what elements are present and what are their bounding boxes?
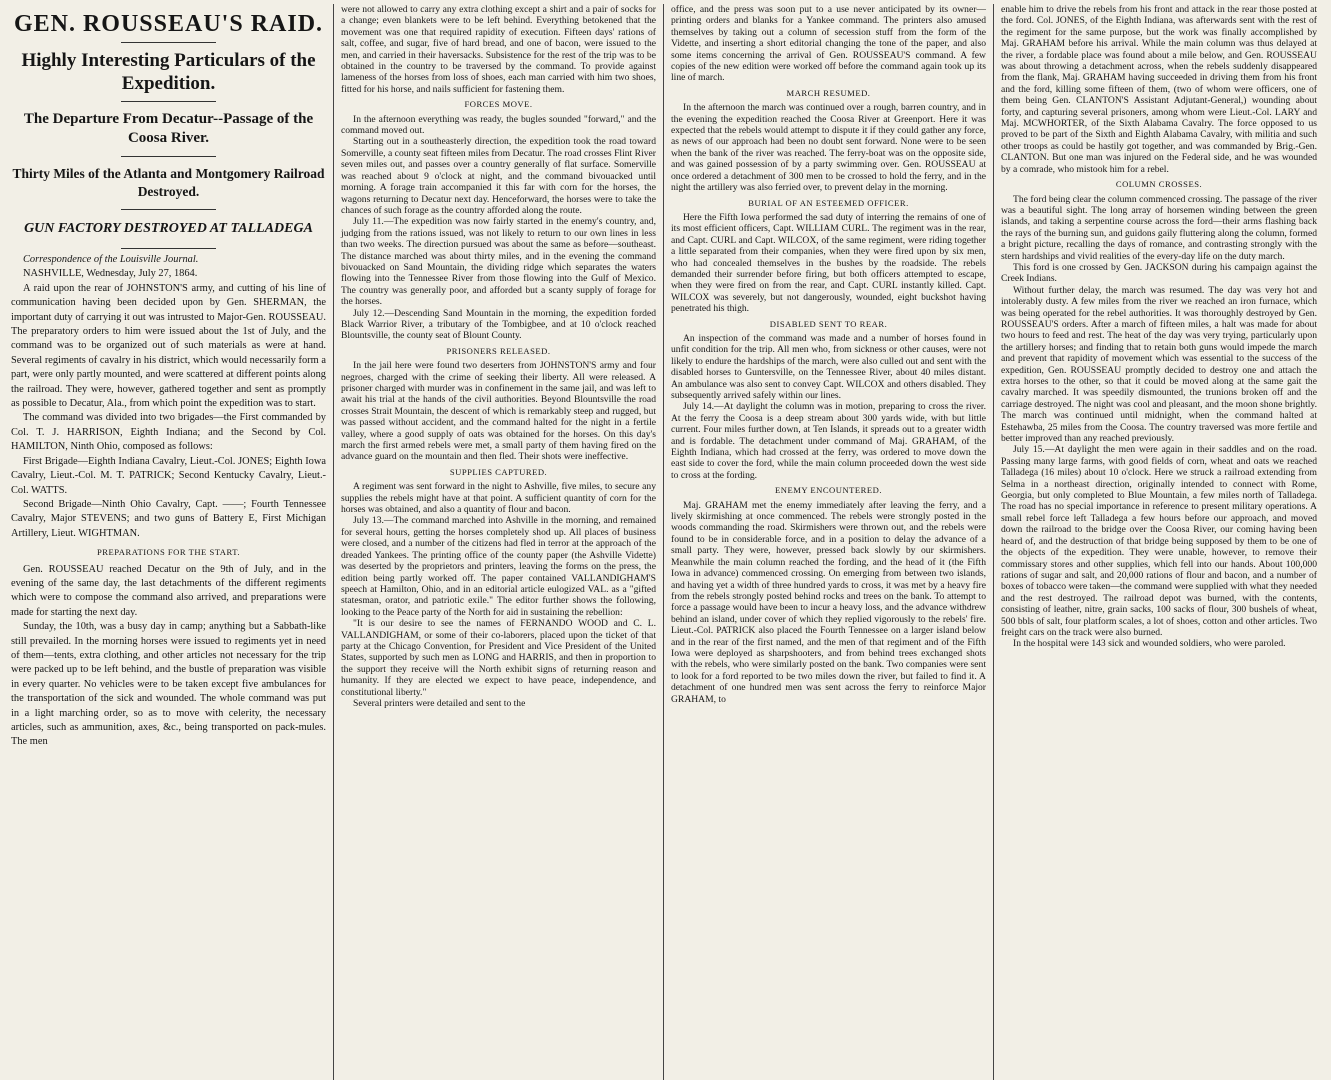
subheadline-1: Highly Interesting Particulars of the Expedition. (21, 50, 316, 94)
divider (121, 209, 216, 210)
main-headline: GEN. ROUSSEAU'S RAID. (13, 11, 324, 37)
dateline: NASHVILLE, Wednesday, July 27, 1864. (23, 268, 198, 280)
column-body (671, 4, 986, 705)
divider (121, 101, 216, 102)
section-heading: MARCH RESUMED. (786, 87, 871, 98)
byline-source: Correspondence of the Louisville Journal. (23, 254, 199, 265)
section-heading: PRISONERS RELEASED. (446, 345, 551, 356)
article-paragraph: Maj. GRAHAM met the enemy immediately after leaving the ferry, and a lively skirmishing at once commenced. The rebels were strongly posted in the woods commanding the road. Skirmishers were thrown out, and the rebels were found to be in considerable force, and in a position to delay the advance of a small party. They were, however, pressed back slowly by our skirmishers. Meanwhile the main column reached the fording, and the head of it (the Fifth Iowa in advance) commenced crossing. On emerging from between two islands, and having yet a width of three hundred yards to cross, it was met by a heavy fire from the rebels strongly posted behind rocks and trees on the bank. To attempt to force a passage would have been to incur a heavy loss, and the advance withdrew behind an island, under cover of which they replied vigorously to the rebels' fire. Lieut.-Col. PATRICK also placed the Fourth Tennessee on a larger island below and in the rear of the first named, and the men of that regiment and of the Fifth Iowa were deployed as sharpshooters, and from behind trees exchanged shots with the rebels, who were similarly posted on the bank. Two companies were sent to look for a ford reported to be two miles down the river, but failed to find it. A detachment of one hundred men was sent across the ferry to reinforce Major GRAHAM, to (671, 499, 986, 705)
article-paragraph: Sunday, the 10th, was a busy day in camp; anything but a Sabbath-like still prevailed. In the morning horses were issued to regiments yet in need of them—tents, extra clothing, and other articles not necessary for the trip were packed up to be left behind, and the bustle of preparation was visible in every quarter. No vehicles were to be taken except five ambulances for the transportation of the sick and wounded. The whole command was put in a light marching order, so as to move with celerity, the necessary articles, such as ammunition, axes, &c., being transported on pack-mules. The men (11, 621, 326, 748)
article-paragraph: First Brigade—Eighth Indiana Cavalry, Lieut.-Col. JONES; Eighth Iowa Cavalry, Lieut.-Col. M. T. PATRICK; Second Kentucky Cavalry, Lieut.-Col. WATTS. (11, 455, 326, 496)
section-heading: FORCES MOVE. (464, 99, 533, 110)
column-2 (334, 4, 664, 1080)
article-paragraph: enable him to drive the rebels from his front and attack in the rear those posted at the ford. Col. JONES, of the Eighth Indiana, was afterwards sent with the rest of the regiment for the same purpose, but the work was finally accomplished by Maj. GRAHAM before his arrival. While the main column was thus delayed at the river, a fordable place was found about a mile below, and Gen. ROUSSEAU was about throwing a detachment across, when the rebels suddenly disappeared from the flank, Maj. GRAHAM having succeeded in driving them from his front and the ford, killing some fifteen of them, (two of whom were officers, one of them being Gen. CLANTON'S Assistant Adjutant-General,) wounding about forty, and capturing several prisoners, among whom were Lieut.-Col. LARY and Maj. MCWHORTER, of the Sixth Alabama Cavalry. The force opposed to us proved to be part of the Sixth and Eighth Alabama Cavalry, with militia and such other troops as could be hastily got together, and was commanded by Brig.-Gen. CLANTON. But one man was injured on the Federal side, and he was wounded by a comrade, who mistook him for a rebel. (1001, 4, 1317, 175)
article-paragraph: July 14.—At daylight the column was in motion, preparing to cross the river. At the ferry the Coosa is a deep stream about 300 yards wide, with but little current. Four miles further down, at Ten Islands, it spreads out to a greater width and is fordable. The detachment under command of Maj. GRAHAM, of the Eighth Indiana, which had crossed at the ferry, was ordered to move down the east side to cover the ford, while the main column proceeded down the west side to cross at the fording. (671, 401, 986, 481)
subheadline-2: The Departure From Decatur--Passage of the Coosa River. (23, 111, 314, 146)
subheadline-4: GUN FACTORY DESTROYED AT TALLADEGA (24, 221, 313, 236)
article-paragraph: Here the Fifth Iowa performed the sad duty of interring the remains of one of its most efficient officers, Capt. WILLIAM CURL. The regiment was in the rear, and Capt. CURL and Capt. WILCOX, of the same regiment, were riding together a little separated from their companies, when they were fired upon by six men, who had concealed themselves in the bushes by the roadside. The rebels demanded their surrender before firing, but both officers attempted to escape, when they were fired on from the rear, and Capt. CURL instantly killed. Capt. WILCOX was severely, but not dangerously, wounded, eight buckshot having penetrated his thigh. (671, 211, 986, 315)
article-paragraph: In the hospital were 143 sick and wounded soldiers, who were paroled. (1013, 638, 1286, 650)
section-heading: COLUMN CROSSES. (1115, 179, 1203, 190)
article-paragraph: July 12.—Descending Sand Mountain in the morning, the expedition forded Black Warrior River, a tributary of the Tombigbee, and at 10 o'clock reached Blountsville, the county seat of Blount County. (341, 307, 656, 342)
divider (121, 42, 216, 43)
article-paragraph: Gen. ROUSSEAU reached Decatur on the 9th of July, and in the evening of the same day, the last detachments of the different regiments which were to compose the command also arrived, and preparations were made for starting the next day. (11, 563, 326, 618)
article-paragraph: In the afternoon the march was continued over a rough, barren country, and in the evening the expedition reached the Coosa River at Greenport. Here it was expected that the rebels would attempt to dispute it if they could gather any force, as news of our approach had been no doubt sent forward. None were to be seen when the bank of the river was reached. The ferry-boat was on the opposite side, and was gained possession of by a party swimming over. Gen. ROUSSEAU at once ordered a detachment of 300 men to be crossed to hold the ferry, and in the night the artillery was also ferried over, to prevent delay in the morning. (671, 102, 986, 194)
subheadline-3: Thirty Miles of the Atlanta and Montgomery Railroad Destroyed. (12, 166, 325, 199)
article-paragraph: A regiment was sent forward in the night to Ashville, five miles, to secure any supplies the rebels might have at that point. A sufficient quantity of corn for the horses was obtained, and also a quantity of flour and bacon. (341, 481, 656, 516)
article-paragraph: Several printers were detailed and sent to the (353, 697, 526, 709)
article-paragraph: July 11.—The expedition was now fairly started in the enemy's country, and, judging from the rations issued, was not likely to return to our own lines in less than two weeks. The direction pursued was about the same as before—southeast. The distance marched was about thirty miles, and in the evening the command bivouacked on Sand Mountain, the dividing ridge which separates the waters flowing into the Tennessee River from those flowing into the Gulf of Mexico. The country was generally poor, and afforded but a scanty supply of forage for the horses. (341, 216, 656, 308)
column-body (341, 4, 656, 709)
column-1 (4, 4, 334, 1080)
article-paragraph: The ford being clear the column commenced crossing. The passage of the river was a beautiful sight. The long array of horsemen winding between the green islands, and taking a serpentine course across the ford—their arms flashing back the rays of the burning sun, and guidons gaily fluttering along the column, formed a bright picture, recalling the days of romance, and contrasting strongly with the stern hardships and vivid realities of the every-day life on the duty march. (1001, 193, 1317, 262)
article-paragraph: "It is our desire to see the names of FERNANDO WOOD and C. L. VALLANDIGHAM, or some of their co-laborers, placed upon the ticket of that party at the Chicago Convention, for President and Vice President of the United States, supported by such men as LONG and HARRIS, and then in proportion to the support they receive will the North exhibit signs of returning reason and humanity. If they are elected we expect to have peace, independence, and constitutional liberty." (341, 618, 656, 698)
section-heading: BURIAL OF AN ESTEEMED OFFICER. (748, 197, 909, 208)
section-heading: PREPARATIONS FOR THE START. (97, 547, 240, 558)
article-paragraph: The command was divided into two brigades—the First commanded by Col. T. J. HARRISON, Eighth Indiana; and the Second by Col. HAMILTON, Ninth Ohio, composed as follows: (11, 412, 326, 453)
divider (121, 248, 216, 249)
column-body (11, 282, 326, 750)
article-paragraph: office, and the press was soon put to a use never anticipated by its owner—printing orders and blanks for a Yankee command. The printers also amused themselves by taking out a column of secession stuff from the form of the Vidette, and inserting a short editorial changing the tone of the paper, and also some items concerning the arrival of Gen. ROUSSEAU'S command. A few copies of the new edition were worked off before the command again took up its line of march. (671, 4, 986, 84)
article-paragraph: Without further delay, the march was resumed. The day was very hot and intolerably dusty. A few miles from the river we reached an iron furnace, which was being operated for the rebel authorities. It was thoroughly destroyed by Gen. ROUSSEAU'S orders. After a march of fifteen miles, a halt was made for about two hours to feed and rest. The heat of the day was very trying, particularly upon the artillery horses; and finding that to retain both guns would impede the march and prevent that rapidity of movement which was essential to the success of the expedition, Gen. ROUSSEAU promptly decided to destroy one and attach the extra horses to the other, so that it could be moved along at the same gait the cavalry marched. It was speedily dismounted, the trunions broken off and the carriage destroyed. The night was cool and pleasant, and the moon shone brightly. The march was continued until midnight, when the command halted at Estehawba, 25 miles from the Coosa. The country traversed was more fertile and better improved than any reached previously. (1001, 284, 1317, 445)
article-paragraph: An inspection of the command was made and a number of horses found in unfit condition for the trip. All men who, from sickness or other causes, were not likely to endure the hardships of the march, were also culled out and sent with the disabled horses to Guntersville, on the Tennessee River, about 40 miles distant. An ambulance was also sent to convey Capt. WILCOX and others disabled. They subsequently arrived safely within our lines. (671, 332, 986, 401)
column-3 (664, 4, 994, 1080)
article-paragraph: July 13.—The command marched into Ashville in the morning, and remained for several hours, getting the horses completely shod up. All places of business were closed, and a number of the citizens had fled in terror at the approach of the dreaded Yankees. The printing office of the county paper (the Ashville Vidette) was deserted by the proprietors and printers, leaving the forms on the press, the edition being partly worked off. The paper contained VALLANDIGHAM'S speech at Hamilton, Ohio, and in an editorial article eulogized VAL. as a "gifted statesman, orator, and patriotic exile." The editor further shows the following, looking to the Peace party of the North for aid in sustaining the rebellion: (341, 515, 656, 618)
section-heading: DISABLED SENT TO REAR. (769, 318, 888, 329)
column-4 (994, 4, 1324, 1080)
article-paragraph: This ford is one crossed by Gen. JACKSON during his campaign against the Creek Indians. (1001, 261, 1317, 285)
section-heading: SUPPLIES CAPTURED. (449, 466, 548, 477)
article-paragraph: Second Brigade—Ninth Ohio Cavalry, Capt. ——; Fourth Tennessee Cavalry, Major STEVENS; and two guns of Battery E, First Michigan Artillery, Lieut. WIGHTMAN. (11, 498, 326, 539)
article-paragraph: In the afternoon everything was ready, the bugles sounded "forward," and the command moved out. (341, 113, 656, 137)
article-paragraph: A raid upon the rear of JOHNSTON'S army, and cutting of his line of communication having been decided upon by Gen. SHERMAN, the important duty of carrying it out was intrusted to Major-Gen. ROUSSEAU. The preparatory orders to him were issued about the 1st of July, and the command was to be organized out of such materials as were at hand. Several regiments of cavalry in his district, which would necessarily form a part, were only partly mounted, and were scattered at different points along the railroad. They were, however, gathered together and sent as promptly as possible to Decatur, Ala., from which point the expedition was to start. (11, 282, 326, 410)
article-paragraph: July 15.—At daylight the men were again in their saddles and on the road. Passing many large farms, with good fields of corn, wheat and oats we reached Talladega (16 miles) about 10 o'clock. Here we struck a railroad extending from Selma in a northeast direction, originally intended to connect with Rome, Georgia, but only completed to Blue Mountain, a few miles north of Talladega. The road has no special importance in reference to present military operations. A small rebel force left Talladega a few hours before our approach, and moved down the railroad to the bridge over the Coosa River, our coming having been heard of, and the destruction of that bridge being supposed by them to be one of the objects of the expedition. They were unable, however, to remove their commissary stores and other supplies, which fell into our hands. About 100,000 rations of sugar and salt, and 20,000 rations of flour and bacon, and a number of boxes of tobacco were taken—the command were supplied with what they needed and the rest destroyed. The railroad depot was burned, with the contents, consisting of leather, nitre, grain sacks, 100 sacks of flour, 300 bushels of wheat, 500 bbls of salt, four platform scales, a lot of shoes, cotton and other articles. Two freight cars on the track were also burned. (1001, 444, 1317, 638)
divider (121, 156, 216, 157)
section-heading: ENEMY ENCOUNTERED. (774, 485, 883, 496)
column-body (1001, 4, 1317, 650)
article-paragraph: In the jail here were found two deserters from JOHNSTON'S army and four negroes, charged with the crime of seeking their liberty. All were released. A prisoner charged with murder was in confinement in the same jail, and was left to await his trial at the hands of the civil authorities. Beyond Blountsville the road crosses Strait Mountain, the descent of which is remarkably steep and rugged, but was passed without accident, and the command halted for the night in a fertile valley, where a good supply of oats was obtained for the horses. On this day's march the first armed rebels were met, a small party of them having fired on the advance guard on the mountain and then fled. Their shots were ineffective. (341, 360, 656, 463)
article-paragraph: Starting out in a southeasterly direction, the expedition took the road toward Somerville, a county seat fifteen miles from Decatur. The road crosses Flint River seven miles out, and passes over a country generally of flat surface. Somerville was reached about 9 o'clock at night, and the command bivouacked until morning. A forage train accompanied it this far with corn for the horses, the wagons returning to Decatur next day. Henceforward, the horses were to take the chances of such forage as the country afforded along the route. (341, 136, 656, 216)
article-paragraph: were not allowed to carry any extra clothing except a shirt and a pair of socks for a change; even blankets were to be left behind. Everything betokened that the movement was one that required rapidity of execution. Fifteen days' rations of salt, coffee, and sugar, five of hard bread, and one of bacon, were issued to the men, and carried in their haversacks. Subsistence for the rest of the trip was to be obtained in the country to be traversed by the command. To provide against lameness of the horses from loss of shoes, each man carried with him two shoes, fitted for his horse, and nails sufficient for fastening them. (341, 4, 656, 95)
